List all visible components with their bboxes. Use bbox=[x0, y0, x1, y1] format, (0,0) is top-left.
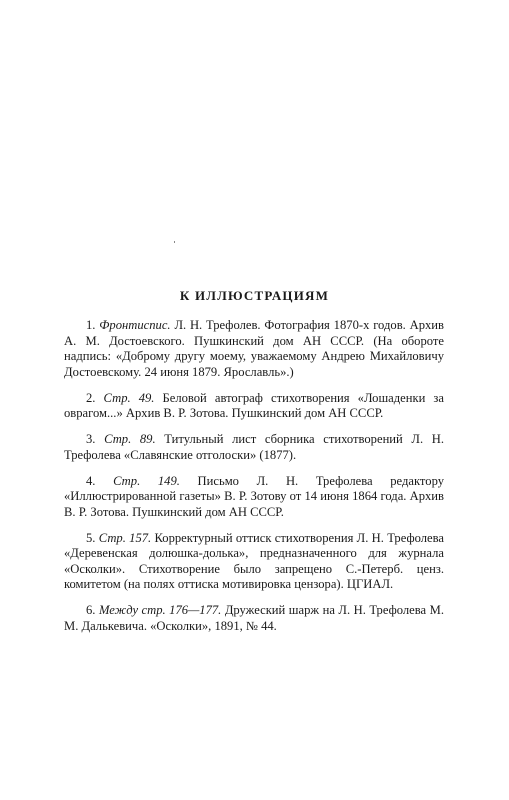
entry-number: 6. bbox=[86, 603, 96, 617]
entry-number: 2. bbox=[86, 390, 96, 405]
entry-page-ref: Стр. 149. bbox=[113, 473, 180, 488]
entry-text: Письмо Л. Н. Трефолева редактору «Иллюстрированной газеты» В. Р. Зотову от 14 июня 1864 года. Архив В. Р. Зотова. Пушкинский дом АН СССР. bbox=[64, 473, 444, 519]
print-speck bbox=[174, 241, 175, 243]
entry-text: Л. Н. Трефолев. Фотография 1870-х годов. Архив А. М. Достоевского. Пушкинский дом АН СССР. (На обороте надпись: «Доброму другу моему, уважаемому Андрею Михайловичу Достоевскому. 24 июня 1879. Ярославль».) bbox=[64, 318, 444, 379]
entry-text: Беловой автограф стихотворения «Лошаденки за оврагом...» Архив В. Р. Зотова. Пушкинский дом АН СССР. bbox=[64, 390, 444, 420]
list-item bbox=[64, 474, 444, 521]
entry-number: 4. bbox=[86, 473, 96, 488]
illustration-list bbox=[64, 318, 444, 645]
entry-text: Корректурный оттиск стихотворения Л. Н. Трефолева «Деревенская долюшка-долька», предназначенного для журнала «Осколки». Стихотворение было запрещено С.-Петерб. ценз. комитетом (на полях оттиска мотивировка цензора). ЦГИАЛ. bbox=[64, 530, 444, 591]
entry-number: 3. bbox=[86, 432, 96, 446]
list-item bbox=[64, 603, 444, 634]
list-item bbox=[64, 531, 444, 593]
list-item bbox=[64, 318, 444, 380]
entry-page-ref: Стр. 49. bbox=[103, 390, 155, 405]
entry-page-ref: Стр. 89. bbox=[104, 432, 156, 446]
entry-number: 5. bbox=[86, 530, 96, 545]
list-item bbox=[64, 432, 444, 463]
entry-text: Титульный лист сборника стихотворений Л. Н. Трефолева «Славянские отголоски» (1877). bbox=[64, 432, 445, 462]
entry-page-ref: Между стр. 176—177. bbox=[98, 603, 222, 617]
entry-page-ref: Фронтиспис. bbox=[99, 318, 171, 332]
entry-text: Дружеский шарж на Л. Н. Трефолева М. М. Далькевича. «Осколки», 1891, № 44. bbox=[64, 603, 444, 633]
list-item bbox=[64, 391, 444, 422]
entry-number: 1. bbox=[86, 318, 96, 332]
entry-page-ref: Стр. 157. bbox=[98, 530, 152, 545]
page-heading: К ИЛЛЮСТРАЦИЯМ bbox=[179, 288, 330, 303]
